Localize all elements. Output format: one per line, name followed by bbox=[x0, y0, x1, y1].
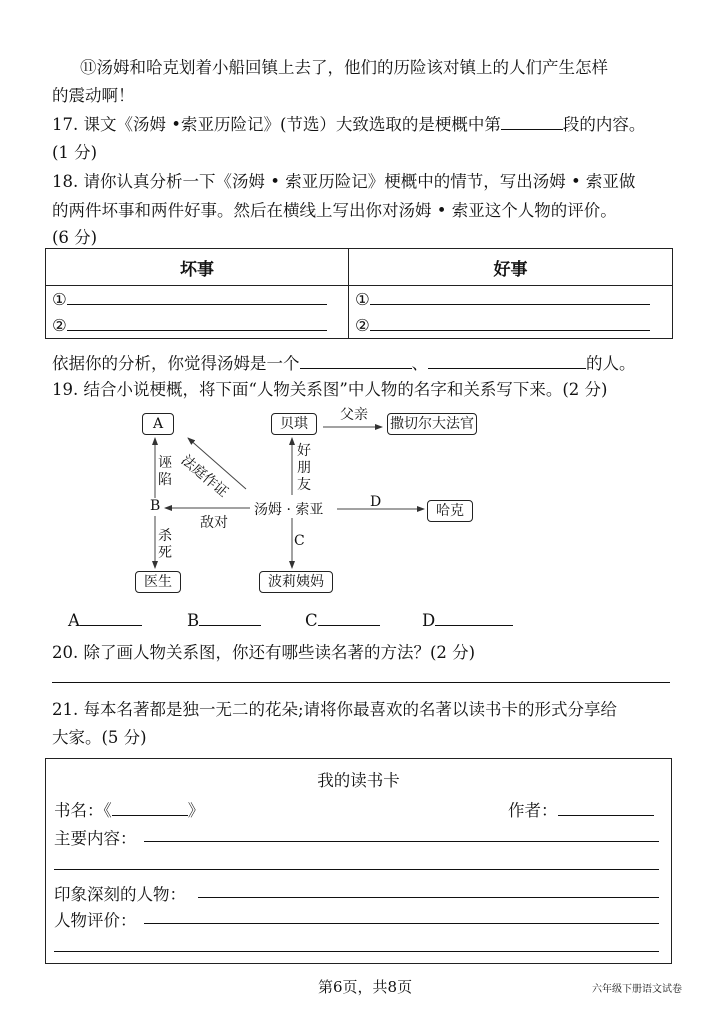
node-huck: 哈克 bbox=[427, 500, 473, 522]
marker: ① bbox=[354, 289, 370, 309]
node-doctor: 医生 bbox=[135, 571, 181, 593]
answer-label: B bbox=[187, 611, 200, 630]
answer-d bbox=[422, 611, 513, 630]
question-20: 20. 除了画人物关系图，你还有哪些读名著的方法？(2 分) bbox=[52, 643, 476, 662]
question-18: 的两件坏事和两件好事。然后在横线上写出你对汤姆 • 索亚这个人物的评价。 bbox=[52, 201, 617, 220]
answer-label: A bbox=[68, 611, 80, 630]
author-label: 作者： bbox=[508, 801, 558, 820]
separator: 、 bbox=[411, 354, 428, 373]
marker: ① bbox=[52, 289, 67, 309]
author-field bbox=[508, 797, 654, 821]
question-text: 17. 课文《汤姆 •索亚历险记》(节选）大致选取的是梗概中第 bbox=[52, 115, 501, 134]
node-b: B bbox=[150, 498, 161, 514]
comment-line[interactable] bbox=[144, 923, 659, 924]
character-line[interactable] bbox=[198, 897, 659, 898]
page-number: 第6页，共8页 bbox=[318, 978, 413, 996]
edge-kill: 杀死 bbox=[158, 528, 172, 561]
book-field bbox=[54, 797, 204, 821]
answer-line[interactable] bbox=[52, 682, 670, 683]
answer-b bbox=[187, 611, 261, 630]
card-title: 我的读书卡 bbox=[317, 771, 400, 790]
book-close: 》 bbox=[187, 801, 205, 820]
edge-friend: 好朋友 bbox=[297, 443, 311, 493]
answer-blank[interactable] bbox=[318, 611, 380, 626]
book-label: 书名：《 bbox=[54, 801, 112, 820]
answer-a bbox=[68, 611, 142, 630]
answer-blank[interactable] bbox=[199, 611, 261, 626]
marker: ② bbox=[52, 315, 67, 335]
reading-card bbox=[45, 758, 672, 964]
author-input[interactable] bbox=[558, 801, 654, 816]
character-label: 印象深刻的人物： bbox=[54, 885, 186, 904]
node-tom: 汤姆 · 索亚 bbox=[254, 502, 324, 518]
exam-name: 六年级下册语文试卷 bbox=[592, 984, 682, 995]
comment-label: 人物评价： bbox=[54, 911, 137, 930]
score: (1 分) bbox=[52, 143, 98, 162]
node-a: A bbox=[142, 413, 174, 435]
passage-line: ⑪汤姆和哈克划着小船回镇上去了，他们的历险该对镇上的人们产生怎样 bbox=[80, 58, 608, 77]
node-polly: 波莉姨妈 bbox=[259, 571, 333, 593]
answer-blank[interactable] bbox=[435, 611, 513, 626]
node-beiqi: 贝琪 bbox=[271, 413, 317, 435]
question-text: 的人。 bbox=[586, 354, 636, 373]
edge-father: 父亲 bbox=[340, 407, 368, 423]
question-18: 18. 请你认真分析一下《汤姆 • 索亚历险记》梗概中的情节，写出汤姆 • 索亚做 bbox=[52, 172, 636, 191]
content-line[interactable] bbox=[54, 869, 659, 870]
header-good: 好事 bbox=[348, 249, 672, 286]
answer-blank[interactable] bbox=[80, 611, 142, 626]
question-21: 21. 每本名著都是独一无二的花朵;请将你最喜欢的名著以读书卡的形式分享给 bbox=[52, 700, 618, 719]
comment-line[interactable] bbox=[54, 951, 659, 952]
passage-line: 的震动啊！ bbox=[52, 86, 135, 105]
marker: ② bbox=[354, 315, 370, 335]
book-input[interactable] bbox=[112, 801, 188, 816]
question-text: 段的内容。 bbox=[562, 115, 646, 134]
answer-label: D bbox=[422, 611, 436, 630]
question-21: 大家。(5 分) bbox=[52, 728, 147, 747]
question-text: 依据你的分析，你觉得汤姆是一个 bbox=[52, 354, 300, 373]
edge-c: C bbox=[294, 533, 305, 549]
score: (6 分) bbox=[52, 228, 98, 247]
answer-label: C bbox=[305, 611, 318, 630]
header-bad: 坏事 bbox=[46, 249, 349, 286]
answer-c bbox=[305, 611, 380, 630]
node-judge: 撒切尔大法官 bbox=[387, 413, 477, 435]
edge-frame: 诬陷 bbox=[158, 455, 172, 488]
edge-enemy: 敌对 bbox=[200, 515, 228, 531]
edge-testify: 法庭作证 bbox=[177, 452, 231, 501]
content-line[interactable] bbox=[144, 841, 659, 842]
edge-d: D bbox=[370, 494, 382, 510]
question-19: 19. 结合小说梗概，将下面“人物关系图”中人物的名字和关系写下来。(2 分) bbox=[52, 380, 608, 399]
content-label: 主要内容： bbox=[54, 829, 137, 848]
